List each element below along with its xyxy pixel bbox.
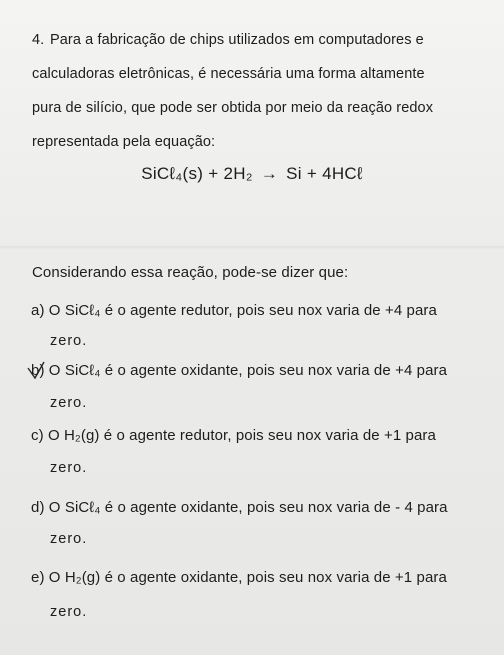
question-intro-line-3: pura de silício, que pode ser obtida por meio da reação redox <box>32 100 434 116</box>
question-intro-line-2: calculadoras eletrônicas, é necessária uma forma altamente <box>32 66 425 82</box>
question-prompt: Considerando essa reação, pode-se dizer que: <box>32 264 349 281</box>
option-d-line-2: zero. <box>50 531 88 547</box>
option-b-line-1: b) O SiCℓ₄ é o agente oxidante, pois seu nox varia de +4 para <box>31 362 448 379</box>
option-b-line-2: zero. <box>50 395 88 411</box>
question-intro-line-4: representada pela equação: <box>32 134 216 150</box>
option-a-line-2: zero. <box>50 333 88 349</box>
option-e-line-2: zero. <box>50 604 88 620</box>
reaction-arrow: → <box>260 164 279 183</box>
option-c-line-1: c) O H₂(g) é o agente redutor, pois seu nox varia de +1 para <box>31 427 436 444</box>
photo-seam <box>0 246 504 250</box>
question-number: 4. <box>32 32 45 48</box>
question-intro-line-1: Para a fabricação de chips utilizados em computadores e <box>50 32 424 48</box>
option-c-line-2: zero. <box>50 460 88 476</box>
option-a-line-1: a) O SiCℓ₄ é o agente redutor, pois seu nox varia de +4 para <box>31 302 437 319</box>
option-e-line-1: e) O H₂(g) é o agente oxidante, pois seu nox varia de +1 para <box>31 569 447 586</box>
equation-products: Si + 4HCℓ <box>286 164 363 183</box>
option-d-line-1: d) O SiCℓ₄ é o agente oxidante, pois seu nox varia de - 4 para <box>31 499 448 516</box>
equation-reactants: SiCℓ₄(s) + 2H₂ <box>141 164 253 183</box>
chemical-equation <box>0 164 504 184</box>
